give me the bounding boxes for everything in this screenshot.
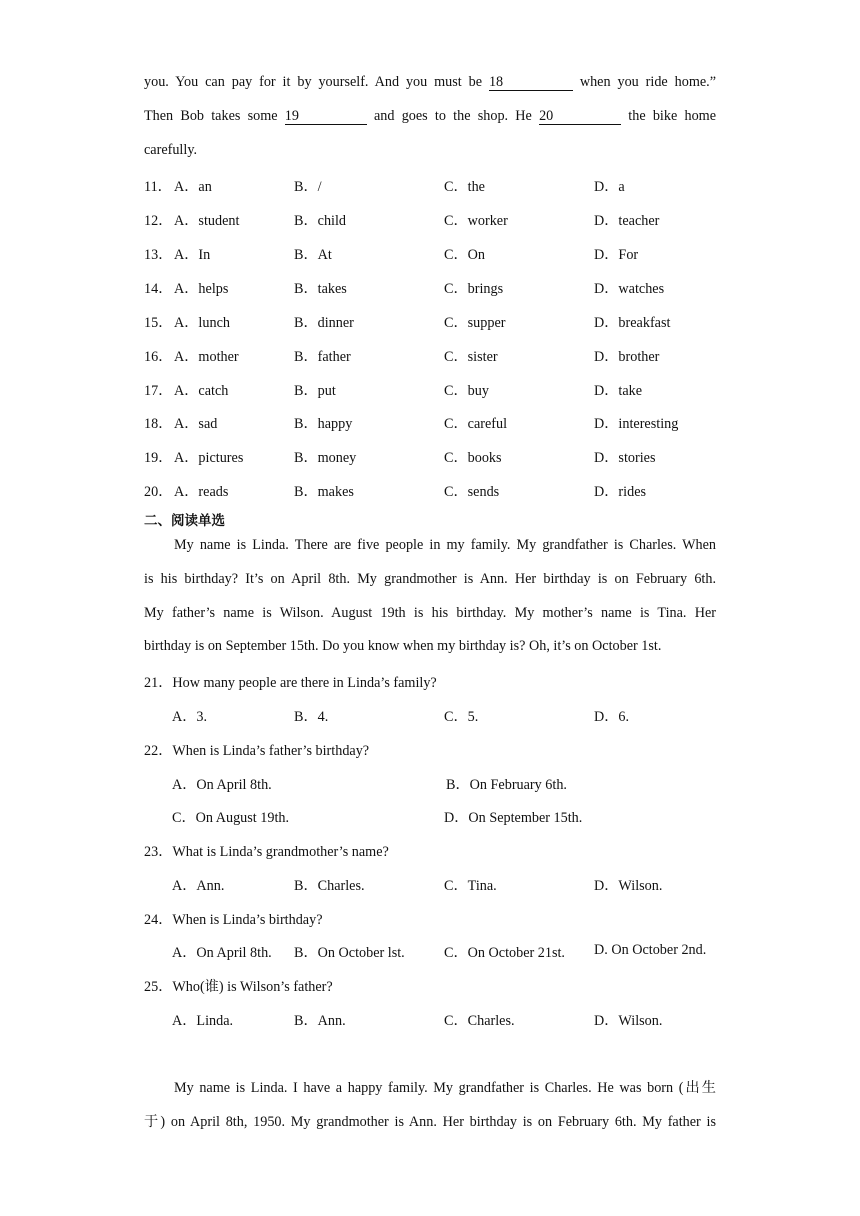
option-c: C．On October 21st.	[444, 945, 565, 961]
question-number: 11．	[144, 179, 172, 195]
option-c: C．the	[444, 179, 485, 195]
passage-line: My name is Linda. There are five people in my family. My grandfather is Charles. When	[174, 537, 716, 553]
option-a: A．3.	[172, 709, 208, 725]
passage2-line: My name is Linda. I have a happy family. My grandfather is Charles. He was born (出生	[174, 1080, 716, 1096]
question-number: 19．	[144, 450, 173, 466]
option-d: D．6.	[594, 709, 630, 725]
option-b: B．Charles.	[294, 878, 365, 894]
question-number: 16．	[144, 349, 173, 365]
cloze-line-1	[144, 74, 716, 91]
cloze-text: Then Bob takes some	[144, 108, 278, 124]
option-c: C．Tina.	[444, 878, 497, 894]
option-b: B．/	[294, 179, 322, 195]
option-a: A．On April 8th.	[172, 945, 272, 961]
option-row-17	[144, 380, 716, 400]
option-a: A．pictures	[174, 450, 244, 466]
option-row-12	[144, 210, 716, 230]
passage-line: is his birthday? It’s on April 8th. My grandmother is Ann. Her birthday is on February 6th.	[144, 571, 716, 587]
question-25-options	[144, 1010, 716, 1030]
option-d: D．stories	[594, 450, 656, 466]
question-number: 17．	[144, 383, 173, 399]
question-21-stem: 21．How many people are there in Linda’s family?	[144, 675, 437, 691]
option-a: A．mother	[174, 349, 239, 365]
question-23-stem: 23．What is Linda’s grandmother’s name?	[144, 844, 389, 860]
option-d: D．a	[594, 179, 625, 195]
option-row-18	[144, 413, 716, 433]
option-b: B．makes	[294, 484, 354, 500]
question-22-stem: 22．When is Linda’s father’s birthday?	[144, 743, 370, 759]
question-22-options-row1	[144, 774, 716, 794]
cloze-text: you. You can pay for it by yourself. And you must be	[144, 74, 483, 90]
question-number: 14．	[144, 281, 173, 297]
option-b: B．child	[294, 213, 347, 229]
option-row-20	[144, 481, 716, 501]
question-24-options	[144, 942, 716, 962]
option-row-11	[144, 176, 716, 196]
question-number: 18．	[144, 416, 173, 432]
option-b: B．dinner	[294, 315, 354, 331]
option-b: B．put	[294, 383, 336, 399]
cloze-line-3: carefully.	[144, 142, 198, 158]
option-a: A．an	[174, 179, 212, 195]
option-b: B．happy	[294, 416, 353, 432]
option-a: A．Ann.	[172, 878, 225, 894]
option-d: D．Wilson.	[594, 1013, 663, 1029]
option-row-13	[144, 244, 716, 264]
question-21-options	[144, 706, 716, 726]
option-c: C．5.	[444, 709, 479, 725]
option-d: D．interesting	[594, 416, 679, 432]
question-number: 20．	[144, 484, 173, 500]
option-a: A．catch	[174, 383, 229, 399]
option-row-19	[144, 447, 716, 467]
option-a: A．Linda.	[172, 1013, 234, 1029]
blank-19: 19	[285, 109, 367, 125]
question-number: 15．	[144, 315, 173, 331]
question-23-options	[144, 875, 716, 895]
option-c: C．books	[444, 450, 502, 466]
option-c: C．worker	[444, 213, 508, 229]
cloze-text: when you ride home.”	[579, 74, 716, 90]
option-d: D. On October 2nd.	[594, 942, 707, 958]
option-d: D．teacher	[594, 213, 660, 229]
option-d: D．brother	[594, 349, 660, 365]
cloze-text: and goes to the shop. He	[374, 108, 532, 124]
option-b: B．On October lst.	[294, 945, 405, 961]
question-number: 12．	[144, 213, 173, 229]
option-d: D．watches	[594, 281, 665, 297]
blank-18: 18	[489, 75, 573, 91]
option-d: D．Wilson.	[594, 878, 663, 894]
passage2-line: 于) on April 8th, 1950. My grandmother is Ann. Her birthday is on February 6th. My father is	[144, 1114, 716, 1130]
option-c: C．buy	[444, 383, 489, 399]
option-b: B．On February 6th.	[446, 777, 567, 793]
passage-line: My father’s name is Wilson. August 19th is his birthday. My mother’s name is Tina. Her	[144, 605, 716, 621]
passage-line: birthday is on September 15th. Do you know when my birthday is? Oh, it’s on October 1st.	[144, 638, 662, 654]
question-22-options-row2	[144, 807, 716, 827]
section-heading: 二、阅读单选	[144, 513, 225, 529]
option-d: D．For	[594, 247, 639, 263]
cloze-text: the bike home	[628, 108, 716, 124]
option-a: A．helps	[174, 281, 229, 297]
option-c: C．careful	[444, 416, 508, 432]
option-d: D．On September 15th.	[444, 810, 583, 826]
question-number: 13．	[144, 247, 173, 263]
option-c: C．On	[444, 247, 485, 263]
option-a: A．reads	[174, 484, 229, 500]
option-a: A．lunch	[174, 315, 230, 331]
option-b: B．4.	[294, 709, 329, 725]
option-c: C．Charles.	[444, 1013, 515, 1029]
option-row-14	[144, 278, 716, 298]
option-b: B．At	[294, 247, 332, 263]
option-c: C．sends	[444, 484, 500, 500]
option-b: B．takes	[294, 281, 347, 297]
option-d: D．breakfast	[594, 315, 671, 331]
blank-20: 20	[539, 109, 621, 125]
option-b: B．Ann.	[294, 1013, 346, 1029]
option-row-15	[144, 312, 716, 332]
option-a: A．On April 8th.	[172, 777, 272, 793]
question-25-stem: 25．Who(谁) is Wilson’s father?	[144, 979, 333, 995]
option-d: D．rides	[594, 484, 647, 500]
option-b: B．father	[294, 349, 351, 365]
option-a: A．student	[174, 213, 240, 229]
option-b: B．money	[294, 450, 357, 466]
cloze-line-2	[144, 108, 716, 125]
option-a: A．sad	[174, 416, 218, 432]
option-c: C．sister	[444, 349, 498, 365]
option-a: A．In	[174, 247, 211, 263]
option-d: D．take	[594, 383, 643, 399]
option-c: C．brings	[444, 281, 504, 297]
option-row-16	[144, 346, 716, 366]
option-c: C．On August 19th.	[172, 810, 290, 826]
option-c: C．supper	[444, 315, 506, 331]
question-24-stem: 24．When is Linda’s birthday?	[144, 912, 323, 928]
